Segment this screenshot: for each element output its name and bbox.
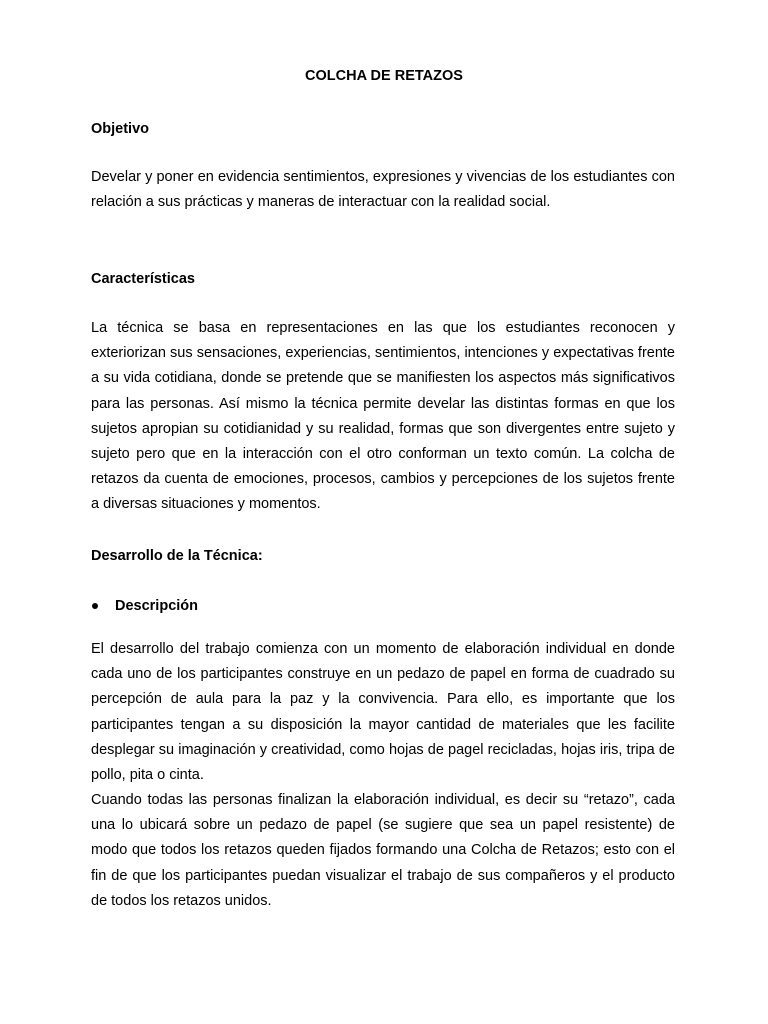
document-title: COLCHA DE RETAZOS bbox=[305, 68, 463, 84]
heading-desarrollo: Desarrollo de la Técnica: bbox=[91, 548, 263, 564]
paragraph-caracteristicas: La técnica se basa en representaciones en las que los estudiantes reconocen y exteriorizan sus sensaciones, experiencias, sentimientos, intenciones y expectativas frente a su vida cotidiana, donde se pretende que se manifiesten los aspectos más significativos para las personas. Así mismo la técnica permite develar las distintas formas en que los sujetos apropian su cotidianidad y su realidad, formas que son divergentes entre sujeto y sujeto pero que en la interacción con el otro conforman un texto común. La colcha de retazos da cuenta de emociones, procesos, cambios y percepciones de los sujetos frente a diversas situaciones y momentos. bbox=[91, 320, 675, 513]
bullet-descripcion bbox=[91, 597, 198, 615]
paragraph-objetivo: Develar y poner en evidencia sentimientos, expresiones y vivencias de los estudiantes con relación a sus prácticas y maneras de interactuar con la realidad social. bbox=[91, 169, 675, 211]
paragraph-desarrollo-2: Cuando todas las personas finalizan la elaboración individual, es decir su “retazo”, cada una lo ubicará sobre un pedazo de papel (se sugiere que sea un papel resistente) de modo que todos los retazos queden fijados formando una Colcha de Retazos; esto con el fin de que los participantes puedan visualizar el trabajo de sus compañeros y el producto de todos los retazos unidos. bbox=[91, 792, 675, 909]
bullet-label: Descripción bbox=[115, 598, 198, 614]
heading-objetivo: Objetivo bbox=[91, 121, 150, 137]
paragraph-desarrollo-1: El desarrollo del trabajo comienza con un momento de elaboración individual en donde cada uno de los participantes construye en un pedazo de papel en forma de cuadrado su percepción de aula para la paz y la convivencia. Para ello, es importante que los participantes tengan a su disposición la mayor cantidad de materiales que les facilite desplegar su imaginación y creatividad, como hojas de pagel recicladas, hojas iris, tripa de pollo, pita o cinta. bbox=[91, 641, 675, 784]
bullet-dot-icon bbox=[92, 603, 98, 609]
heading-caracteristicas: Características bbox=[91, 271, 195, 287]
